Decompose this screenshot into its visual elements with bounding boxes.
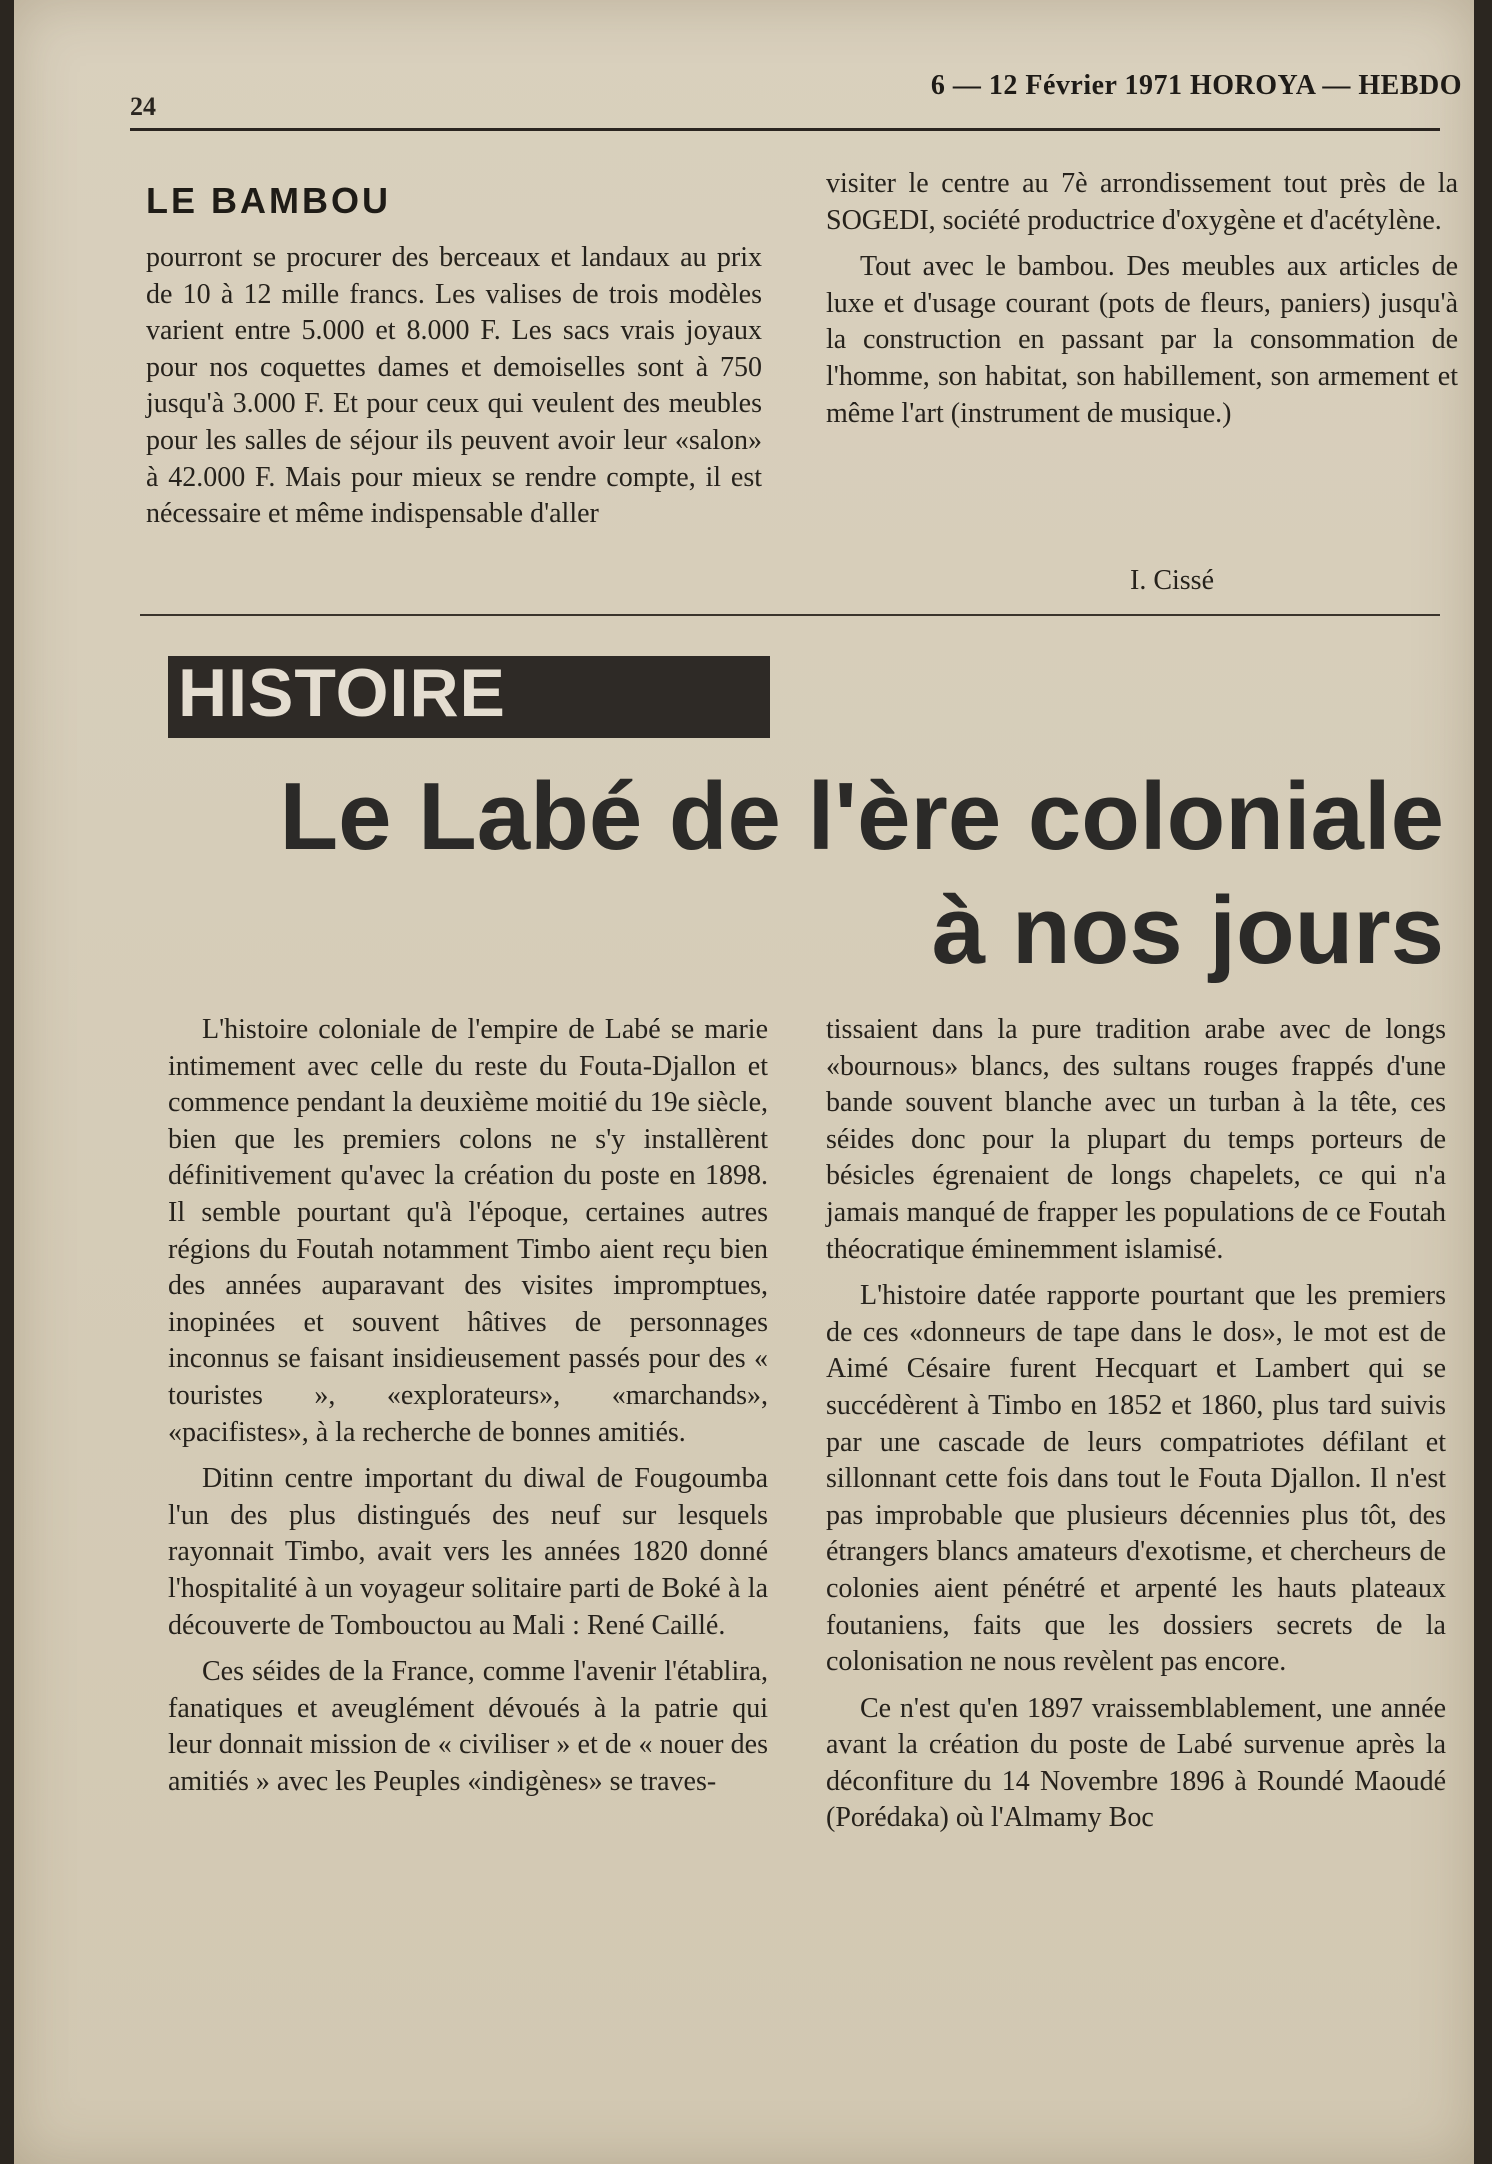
bambou-left-column [146,240,762,533]
histoire-rubric-label: HISTOIRE [178,655,506,731]
headline-line-2: à nos jours [931,877,1444,984]
section-divider [140,614,1440,616]
article-left-column [168,1012,768,1800]
bambou-signature: I. Cissé [1130,565,1214,596]
article-paragraph: Ces séides de la France, comme l'avenir l'établira, fanatiques et aveuglément dévoués à la patrie qui leur donnait mission de « civiliser » et de « nouer des amitiés » avec les Peuples «indigènes» se traves- [168,1656,768,1797]
header-dateline: 6 — 12 Février 1971 HOROYA — HEBDO [930,70,1462,101]
header-rule [130,128,1440,131]
bambou-right-column [826,166,1458,432]
article-paragraph: Ditinn centre important du diwal de Fougoumba l'un des plus distingués des neuf sur lesquels rayonnait Timbo, avait vers les années 1820 donné l'hospitalité à un voyageur solitaire parti de Boké à la découverte de Tombouctou au Mali : René Caillé. [168,1463,768,1641]
bambou-right-paragraph: Tout avec le bambou. Des meubles aux articles de luxe et d'usage courant (pots de fleurs, paniers) jusqu'à la construction en passant par la consommation de l'homme, son habitat, son habillement, son armement et même l'art (instrument de musique.) [826,251,1458,429]
page-number: 24 [130,92,156,121]
bambou-right-paragraph: visiter le centre au 7è arrondissement tout près de la SOGEDI, société productrice d'oxygène et d'acétylène. [826,168,1458,236]
headline-line-1: Le Labé de l'ère coloniale [279,763,1444,870]
article-paragraph: L'histoire coloniale de l'empire de Labé se marie intimement avec celle du reste du Fouta-Djallon et commence pendant la deuxième moitié du 19e siècle, bien que les premiers colons ne s'y installèrent définitivement qu'avec la création du poste en 1898. Il semble pourtant qu'à l'époque, certaines autres régions du Foutah notamment Timbo aient reçu bien des années auparavant des visites impromptues, inopinées et souvent hâtives de personnages inconnus se faisant insidieusement passés pour des « touristes », «explorateurs», «marchands», «pacifistes», à la recherche de bonnes amitiés. [168,1014,768,1448]
bambou-section-title: LE BAMBOU [146,180,391,221]
bambou-left-paragraph: pourront se procurer des berceaux et landaux au prix de 10 à 12 mille francs. Les valises de trois modèles varient entre 5.000 et 8.000 F. Les sacs vrais joyaux pour nos coquettes dames et demoiselles sont à 750 jusqu'à 3.000 F. Et pour ceux qui veulent des meubles pour les salles de séjour ils peuvent avoir leur «salon» à 42.000 F. Mais pour mieux se rendre compte, il est nécessaire et même indispensable d'aller [146,242,762,530]
article-headline [144,760,1444,988]
article-paragraph: tissaient dans la pure tradition arabe avec de longs «bournous» blancs, des sultans rouges frappés d'une bande souvent blanche avec un turban à la tête, ces séides donc pour la plupart du temps porteurs de bésicles égrenaient de longs chapelets, ce qui n'a jamais manqué de frapper les populations de ce Foutah théocratique éminemment islamisé. [826,1014,1446,1265]
article-paragraph: Ce n'est qu'en 1897 vraissemblablement, une année avant la création du poste de Labé survenue après la déconfiture du 14 Novembre 1896 à Roundé Maoudé (Porédaka) où l'Almamy Boc [826,1692,1446,1834]
article-paragraph: L'histoire datée rapporte pourtant que les premiers de ces «donneurs de tape dans le dos», le mot est de Aimé Césaire furent Hecquart et Lambert qui se succédèrent à Timbo en 1852 et 1860, plus tard suivis par une cascade de leurs compatriotes défilant et sillonnant cette fois dans tout le Fouta Djallon. Il n'est pas improbable que plusieurs décennies plus tôt, des étrangers blancs amateurs d'exotisme, et chercheurs de colonies aient pénétré et arpenté les hauts plateaux foutaniens, faits que les dossiers secrets de la colonisation ne nous revèlent pas encore. [826,1280,1446,1678]
article-right-column [826,1012,1446,1837]
